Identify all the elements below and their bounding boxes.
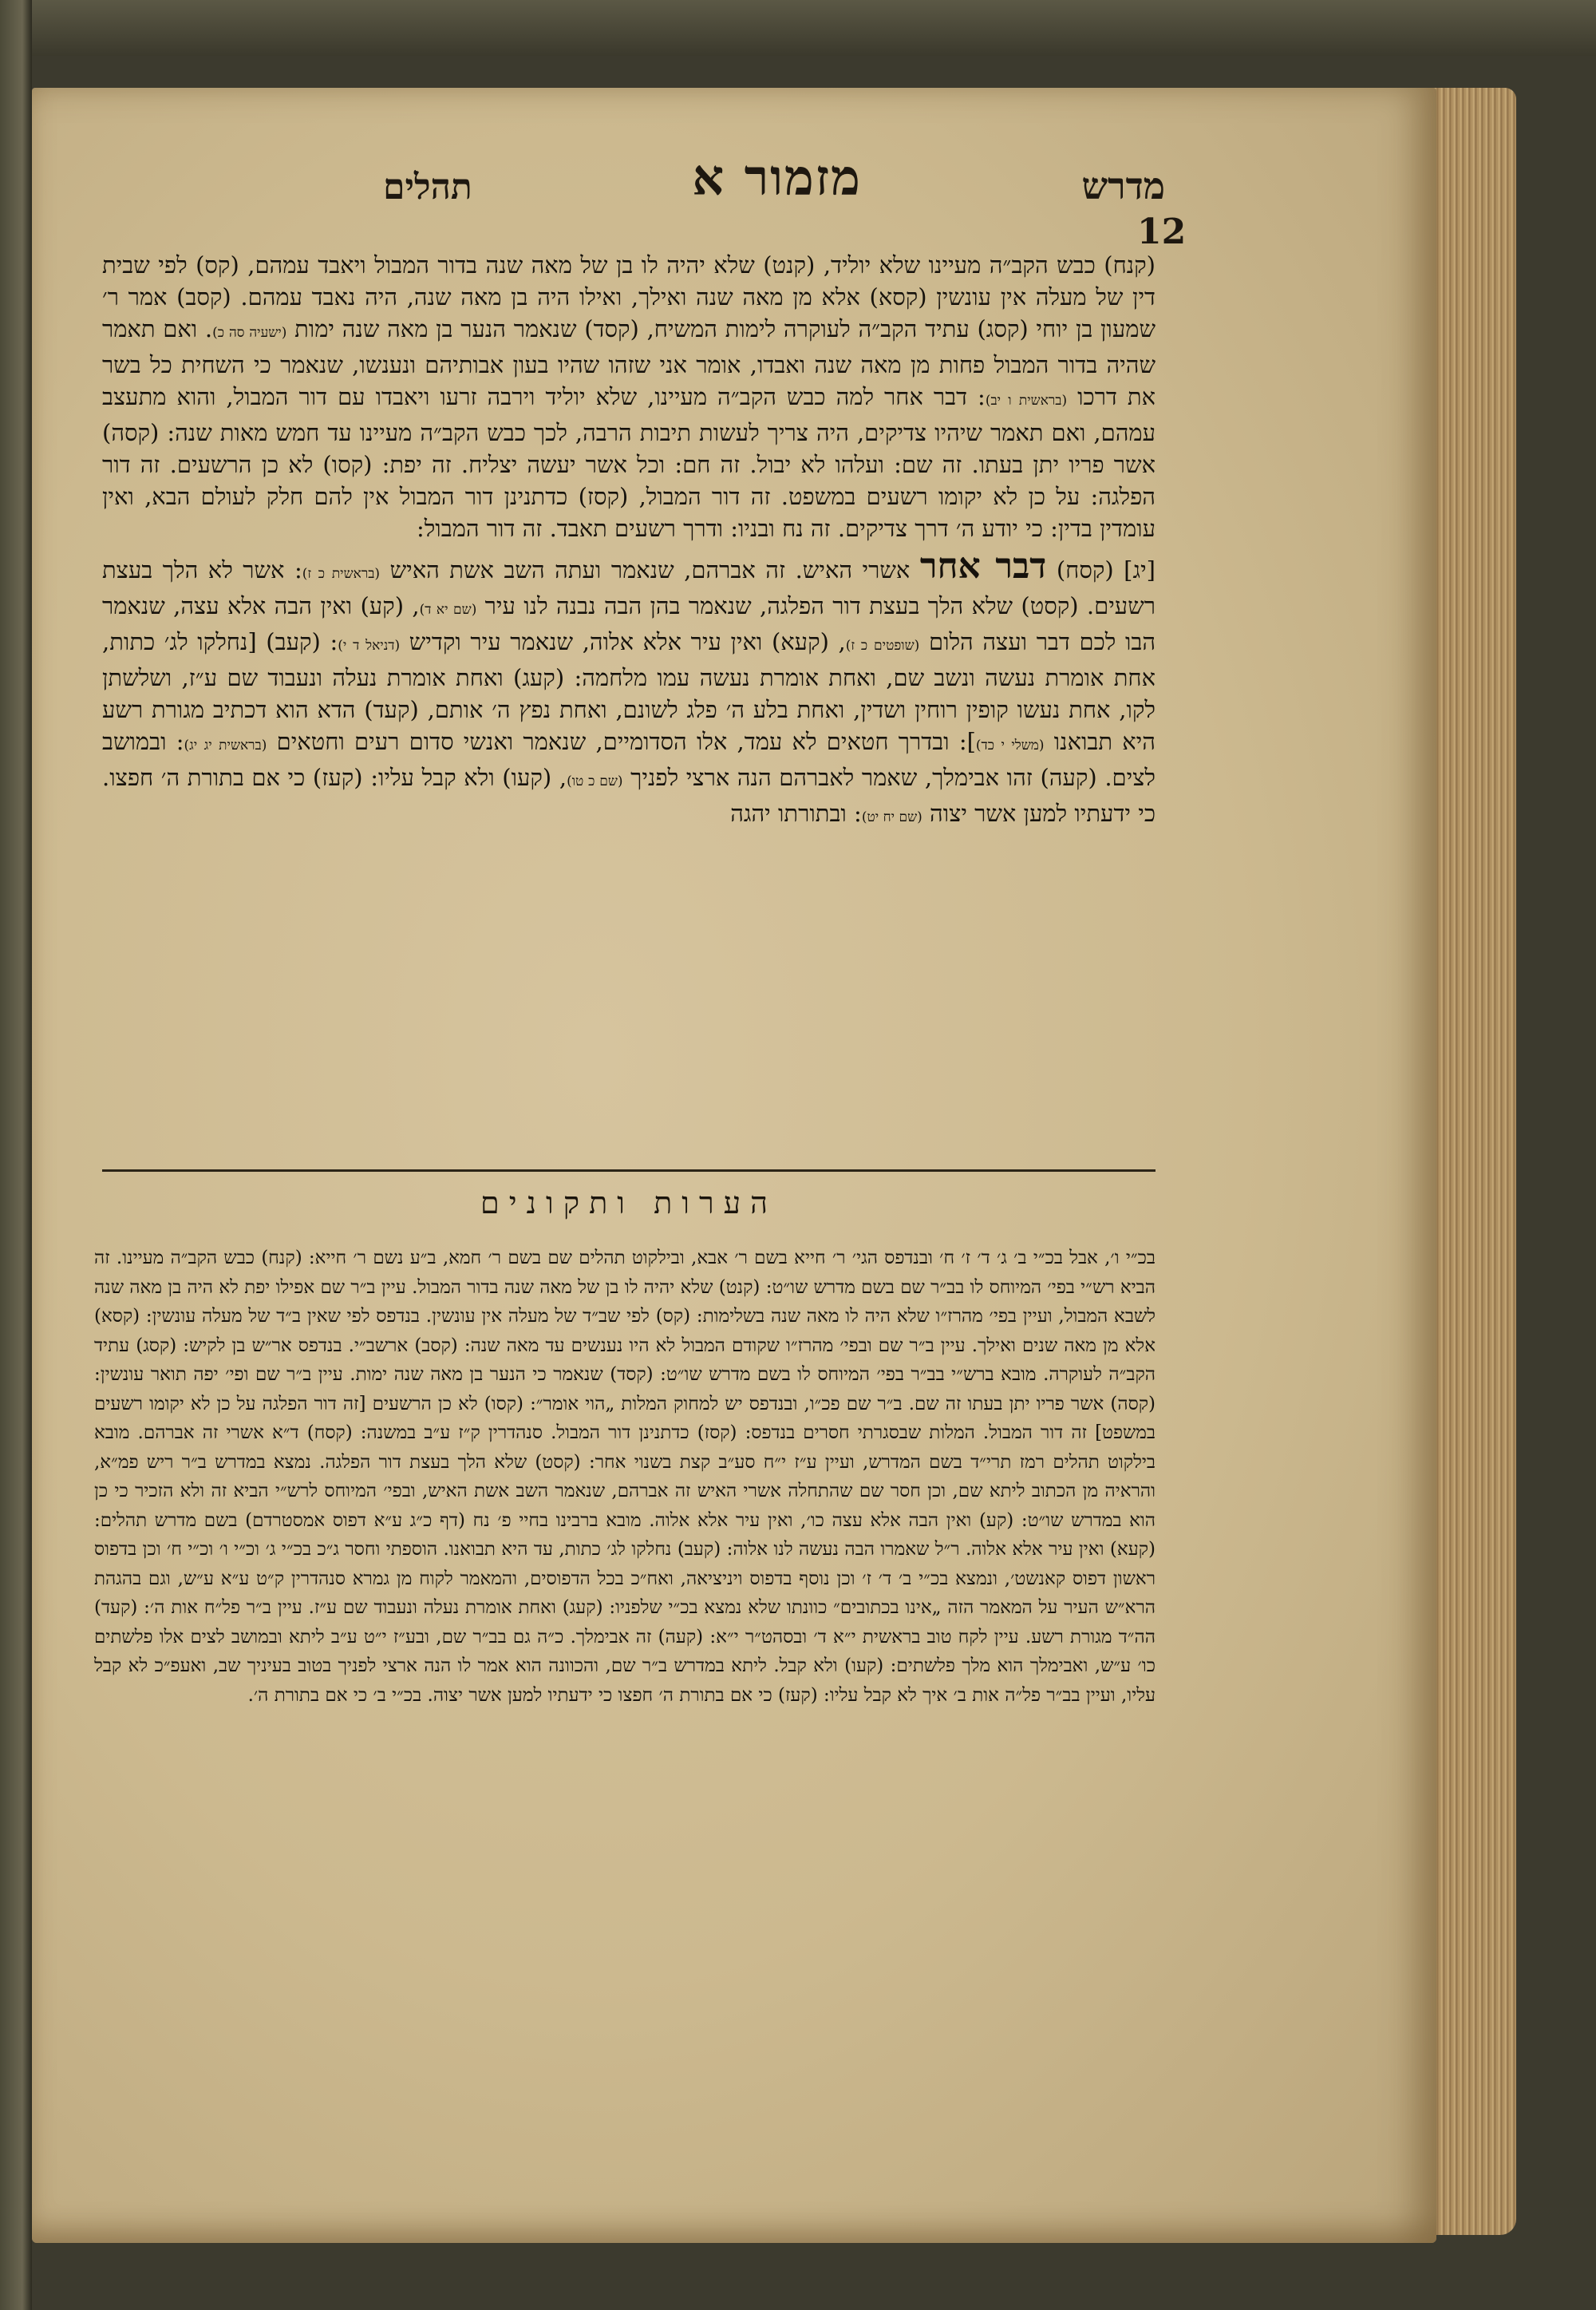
verse-reference: (דניאל ד י) (338, 638, 401, 654)
verse-reference: (בראשית כ ז) (302, 566, 381, 582)
page-number: 12 (1137, 212, 1187, 252)
book-cover-left (0, 0, 32, 2310)
text-run: (קנח) כבש הקב״ה מעיינו שלא יוליד, (קנט) שלא יהיה לו בן של מאה שנה בדור המבול ויאבד עמהם, (קס) לפי שבית דין של מעלה אין עונשין (קסא) אלא מן מאה שנה ואילך, ואילו היה בן מאה שנה, היה נאבד עמהם. (קסב) אמר ר׳ שמעון בן יוחי (קסג) עתיד הקב״ה לעוקרה לימות המשיח, (קסד) שנאמר הנער בן מאה שנה ימות (102, 251, 1156, 342)
text-run: , (קע) ואין הבה אלא עצה, שנאמר הבו לכם דבר ועצה הלום (102, 592, 1156, 655)
text-run: : אשר לא הלך בעצת רשעים. (קסט) שלא הלך בעצת דור הפלגה, שנאמר בהן הבה נבנה לנו עיר (102, 556, 1156, 619)
verse-reference: (ישעיה סה כ) (212, 325, 287, 341)
text-run: : ובתורתו יהגה (730, 800, 862, 827)
text-run: ]: ובדרך חטאים לא עמד, אלו הסדומיים, שנאמר ואנשי סדום רעים וחטאים (276, 728, 976, 755)
notes-title: הערות ותקונים (480, 1185, 777, 1220)
text-run: : דבר אחר למה כבש הקב״ה מעיינו, שלא יוליד וירבה זרעו ויאבדו עם דור המבול, והוא מתעצב עמהם, ואם תאמר שיהיו צדיקים, היה צריך לעשות תיבות הרבה, לכך כבש הקב״ה מעיינו עד חמש מאות שנה: (קסה) אשר פריו יתן בעתו. זה שם: ועלהו לא יבול. זה חם: וכל אשר יעשה יצליח. זה יפת: (קסו) לא כן הרשעים. זה דור הפלגה: על כן לא יקומו רשעים במשפט. זה דור המבול, (קסז) כדתנינן דור המבול אין להם חלק לעולם הבא, ואין עומדין בדין: כי יודע ה׳ דרך צדיקים. זה נח ובניו: ודרך רשעים תאבד. זה דור המבול: (102, 383, 1156, 542)
text-run: : (קעב) [נחלקו לג׳ כתות, אחת אומרת נעשה ונשב שם, ואחת אומרת נעשה עמו מלחמה: (קעג) ואחת אומרת נעלה ונעבוד שם ע״ז, ושלשתן לקו, אחת נעשו קופין רוחין ושדין, ואחת בלע ה׳ פלג לשונם, ואחת נפץ ה׳ אותם, (קעד) הדא הוא דכתיב מגורת רשע היא תבואנו (102, 628, 1156, 755)
verse-reference: (שם יח יט) (861, 809, 922, 825)
text-run: : ובמושב לצים. (קעה) זהו אבימלך, שאמר לאברהם הנה ארצי לפניך (102, 728, 1156, 791)
header-midrash: מדרש (1081, 164, 1165, 208)
verse-reference: (בראשית ו יב) (985, 393, 1068, 409)
verse-reference: (שם יא ד) (419, 602, 477, 618)
verse-reference: (בראשית יג יג) (184, 738, 267, 754)
notes-paragraph: בכ״י ו׳, אבל בכ״י ב׳ ג׳ ד׳ ז׳ ח׳ ובנדפס הגי׳ ר׳ חייא בשם ר׳ אבא, ובילקוט תהלים שם בשם ר׳ חמא, ב״ע נשם ר׳ חייא: (קנח) כבש הקב״ה מעיינו. זה הביא רש״י בפי׳ המיוחס לו בב״ר שם בשם מדרש שו״ט: (קנט) שלא יהיה לו בן של מאה שנה בדור המבול. עיין ב״ר שם אפילו יפת לא היה בן מאה שנה לשבא המבול, ועיין בפי׳ מהרז״ו שלא היה לו מאה שנה בשלימות: (קס) לפי שב״ד של מעלה אין עונשין. בנדפס לפי שאין ב״ד של מעלה עונשין: (קסא) אלא מן מאה שנים ואילך. עיין ב״ר שם ובפי׳ מהרז״ו שקודם המבול לא היו נענשים עד מאה שנה: (קסב) ארשב״י. בנדפס אר״ש בן לקיש: (קסג) עתיד הקב״ה לעוקרה. מובא ברש״י בב״ר בפי׳ המיוחס לו בשם מדרש שו״ט: (קסד) שנאמר כי הנער בן מאה שנה ימות. עיין ב״ר שם ופי׳ יפה תואר עונשין: (קסה) אשר פריו יתן בעתו זה שם. ב״ר שם פכ״ו, ובנדפס יש למחוק המלות „הוי אומר״: (קסו) לא כן הרשעים [זה דור הפלגה על כן לא יקומו רשעים במשפט] זה דור המבול. המלות שבסגרתי חסרים בנדפס: (קסז) כדתנינן דור המבול. סנהדרין ק״ז ע״ב במשנה: (קסח) ד״א אשרי זה אברהם. מובא בילקוט תהלים רמז תרי״ד בשם המדרש, ועיין ע״ז י״ח סע״ב קצת בשנוי אחר: (קסט) שלא הלך בעצת דור הפלגה. נמצא במדרש ב״ר ריש פמ״א, והראיה מן הכתוב ליתא שם, וכן חסר שם שהתחלה אשרי האיש זה אברהם, שנאמר השב אשת האיש, ובפי׳ המיוחס לרש״י הביא זה ולא הזכיר כי כן הוא במדרש שו״ט: (קע) ואין הבה אלא עצה כו׳, ואין עיר אלא אלוה. מובא ברבינו בחיי פ׳ נח (דף כ״ג ע״א דפוס אמסטרדם) בשם מדרש תהלים: (קעא) ואין עיר אלא אלוה. ר״ל שאמרו הבה נעשה לנו אלוה: (קעב) נחלקו לג׳ כתות, עד היא תבואנו. הוספתי וחסר ג״כ בכ״י ג׳ וכ״י ו׳ וכ״י ח׳ וכן בדפוס ראשון דפוס קאנשט׳, ונמצא בכ״י ב׳ ד׳ ז׳ וכן נוסף בדפוס ויניציאה, ואח״כ בכל הדפוסים, והמאמר לקוח מן גמרא סנהדרין ק״ט ע״א ע״ש, וגם בהגהת הרא״ש העיר על המאמר הזה „אינו בכתובים״ כוונתו שלא נמצא בכ״י שלפניו: (קעג) ואחת אומרת נעלה ונעבוד שם ע״ז. עיין ב״ר פל״ח אות ה׳: (קעד) הה״ד מגורת רשע. עיין לקח טוב בראשית י״א ד׳ ובסהט״ר י״א: (קעה) זה אבימלך. כ״ה גם בב״ר שם, ובע״ז י״ט ע״ב ליתא ובמושב לצים אלו פלשתים כו׳ ע״ש, ואבימלך הוא מלך פלשתים: (קעו) ולא קבל. ליתא במדרש ב״ר שם, והכוונה הוא אמר לו הנה ארצי לפניך בטוב בעיניך שב, ואעפ״כ לא קבל עליו, ועיין בב״ר פל״ה אות ב׳ איך לא קבל עליו: (קעז) כי אם בתורת ה׳ חפצו כי ידעתיו למען אשר יצוה. בכ״י ב׳ כי אם בתורת ה׳. (94, 1248, 1156, 1706)
text-run: , (קעו) ולא קבל עליו: (קעז) כי אם בתורת ה׳ חפצו. כי ידעתיו למען אשר יצוה (102, 764, 1156, 827)
text-run: , (קעא) ואין עיר אלא אלוה, שנאמר עיר וקדיש (409, 628, 846, 655)
verse-reference: (משלי י כד) (975, 738, 1045, 754)
verse-reference: (שם כ טו) (567, 773, 623, 789)
main-text (102, 249, 1156, 1151)
running-header (383, 120, 1165, 208)
header-mizmor: מזמור א (692, 148, 862, 207)
section-number: [יג] (קסח) (1056, 556, 1156, 583)
text-run: . ואם תאמר שהיה בדור המבול פחות מן מאה שנה ואבדו, אומר אני שזהו שהיו בעון אבותיהם ונענשו, שנאמר כי השחית כל בשר את דרכו (102, 315, 1156, 410)
notes-text (94, 1244, 1156, 2146)
main-paragraph-1 (102, 249, 1156, 544)
header-tehillim: תהלים (383, 167, 472, 208)
text-run: אשרי האיש. זה אברהם, שנאמר ועתה השב אשת האיש (389, 556, 911, 583)
dibbur-hamatchil: דבר אחר (919, 546, 1047, 587)
main-paragraph-2 (102, 546, 1156, 833)
section-divider (102, 1169, 1156, 1172)
verse-reference: (שופטים כ ז) (845, 638, 920, 654)
book-cover-top (0, 0, 1596, 56)
